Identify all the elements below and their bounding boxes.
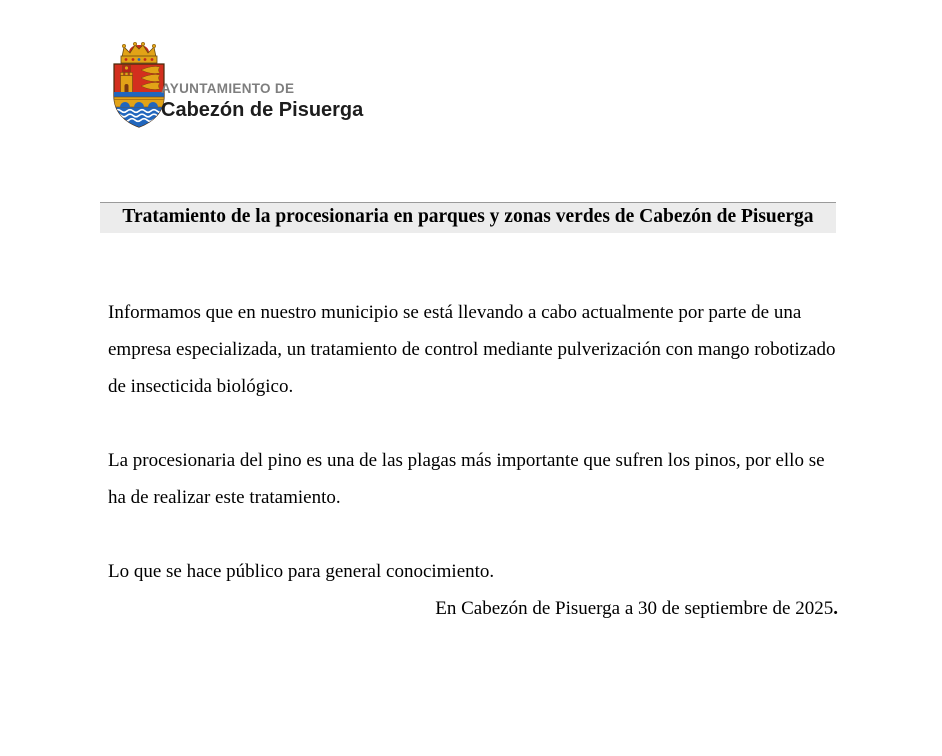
dateline-text: En Cabezón de Pisuerga a 30 de septiembre de 2025: [435, 598, 834, 619]
notice-dateline: [108, 590, 838, 627]
notice-paragraph: La procesionaria del pino es una de las plagas más importante que sufren los pinos, por ello se ha de realizar este tratamiento.: [108, 450, 825, 508]
notice-body: [108, 294, 838, 627]
notice-title: Tratamiento de la procesionaria en parques y zonas verdes de Cabezón de Pisuerga: [100, 202, 836, 233]
dateline-period: .: [833, 598, 838, 619]
notice-paragraph: Lo que se hace público para general conocimiento.: [108, 561, 495, 582]
municipality-header: [108, 40, 448, 132]
municipality-name-block: [161, 81, 363, 122]
notice-paragraph: Informamos que en nuestro municipio se está llevando a cabo actualmente por parte de una empresa especializada, un tratamiento de control mediante pulverización con mango robotizado de insecticida biológico.: [108, 302, 836, 397]
org-label: AYUNTAMIENTO DE: [161, 81, 295, 96]
org-name: Cabezón de Pisuerga: [161, 99, 364, 121]
